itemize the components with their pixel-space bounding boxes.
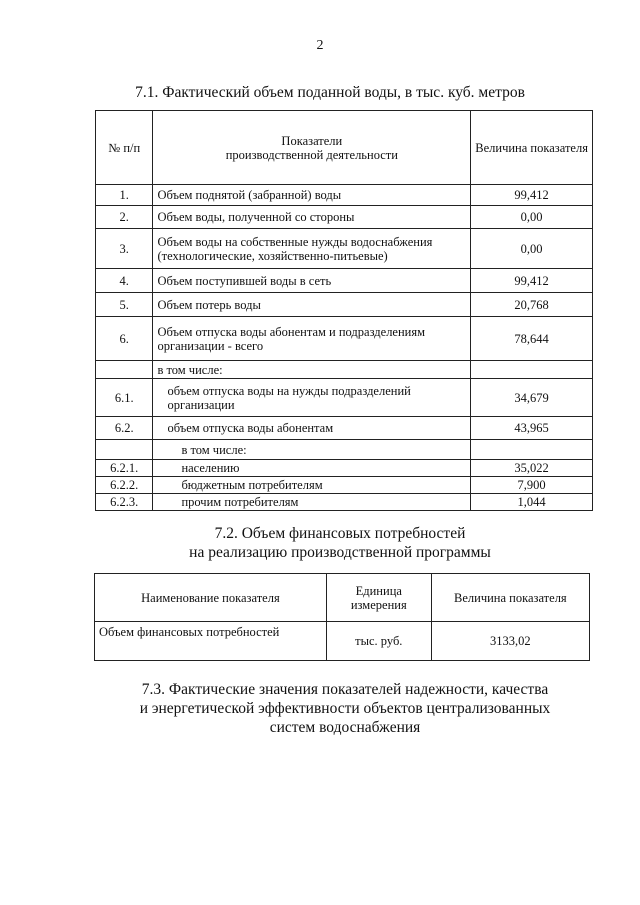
row-label: Объем поднятой (забранной) воды (153, 185, 471, 206)
row-value (471, 361, 593, 379)
row-value: 1,044 (471, 494, 593, 511)
row-num: 2. (96, 206, 153, 229)
row-num: 6.1. (96, 379, 153, 417)
row-num: 4. (96, 269, 153, 293)
section-1-title: 7.1. Фактический объем поданной воды, в тыс. куб. метров (135, 84, 525, 101)
header-value: Величина показателя (471, 111, 593, 185)
section-2-title (0, 524, 640, 562)
row-label: населению (153, 460, 471, 477)
row-value: 99,412 (471, 269, 593, 293)
water-volume-table (95, 110, 593, 511)
table-row (96, 440, 593, 460)
table-row (96, 494, 593, 511)
section-2-title-line1: 7.2. Объем финансовых потребностей (214, 525, 466, 542)
row-label: в том числе: (153, 440, 471, 460)
row-value: 0,00 (471, 229, 593, 269)
row-value: 35,022 (471, 460, 593, 477)
row-num: 6.2. (96, 417, 153, 440)
header-value: Величина показателя (431, 574, 589, 622)
row-num: 6.2.2. (96, 477, 153, 494)
table-row (96, 417, 593, 440)
row-value (471, 440, 593, 460)
table-row (95, 622, 590, 661)
table-row (96, 460, 593, 477)
row-num: 6.2.3. (96, 494, 153, 511)
row-label: бюджетным потребителям (153, 477, 471, 494)
row-num (96, 440, 153, 460)
row-num: 3. (96, 229, 153, 269)
section-2-title-line2: на реализацию производственной программы (189, 544, 491, 561)
row-label: объем отпуска воды абонентам (153, 417, 471, 440)
financial-needs-table (94, 573, 590, 661)
row-name: Объем финансовых потребностей (95, 622, 327, 661)
table-row (96, 379, 593, 417)
row-value: 34,679 (471, 379, 593, 417)
header-num: № п/п (96, 111, 153, 185)
table-row (96, 293, 593, 317)
table-header-row (96, 111, 593, 185)
row-value: 99,412 (471, 185, 593, 206)
header-indicator (153, 111, 471, 185)
row-label: Объем потерь воды (153, 293, 471, 317)
table-header-row (95, 574, 590, 622)
header-indicator-line1: Показатели (281, 133, 343, 148)
section-3-title-line1: 7.3. Фактические значения показателей надежности, качества (141, 681, 549, 698)
header-indicator-line2: производственной деятельности (225, 147, 398, 162)
row-num: 5. (96, 293, 153, 317)
row-value: 20,768 (471, 293, 593, 317)
table-row (96, 206, 593, 229)
row-num: 1. (96, 185, 153, 206)
row-value: 7,900 (471, 477, 593, 494)
table-row (96, 477, 593, 494)
row-value: 3133,02 (431, 622, 589, 661)
table-row (96, 317, 593, 361)
row-num: 6.2.1. (96, 460, 153, 477)
section-3-title-line3: систем водоснабжения (269, 719, 421, 736)
row-label: в том числе: (153, 361, 471, 379)
header-unit-line2: измерения (350, 597, 407, 612)
table-row (96, 361, 593, 379)
row-num: 6. (96, 317, 153, 361)
page-number: 2 (316, 38, 324, 53)
section-3-title (0, 680, 640, 737)
row-label: прочим потребителям (153, 494, 471, 511)
table-row (96, 229, 593, 269)
row-label: Объем поступившей воды в сеть (153, 269, 471, 293)
row-value: 78,644 (471, 317, 593, 361)
header-unit (326, 574, 431, 622)
section-3-title-line2: и энергетической эффективности объектов централизованных (139, 700, 551, 717)
row-label: Объем воды, полученной со стороны (153, 206, 471, 229)
row-label: Объем отпуска воды абонентам и подразделениям организации - всего (153, 317, 471, 361)
row-num (96, 361, 153, 379)
header-unit-line1: Единица (355, 583, 402, 598)
row-unit: тыс. руб. (326, 622, 431, 661)
row-value: 43,965 (471, 417, 593, 440)
header-name: Наименование показателя (95, 574, 327, 622)
table-row (96, 185, 593, 206)
row-value: 0,00 (471, 206, 593, 229)
row-label: Объем воды на собственные нужды водоснабжения (технологические, хозяйственно-питьевые) (153, 229, 471, 269)
table-row (96, 269, 593, 293)
row-label: объем отпуска воды на нужды подразделений организации (153, 379, 471, 417)
